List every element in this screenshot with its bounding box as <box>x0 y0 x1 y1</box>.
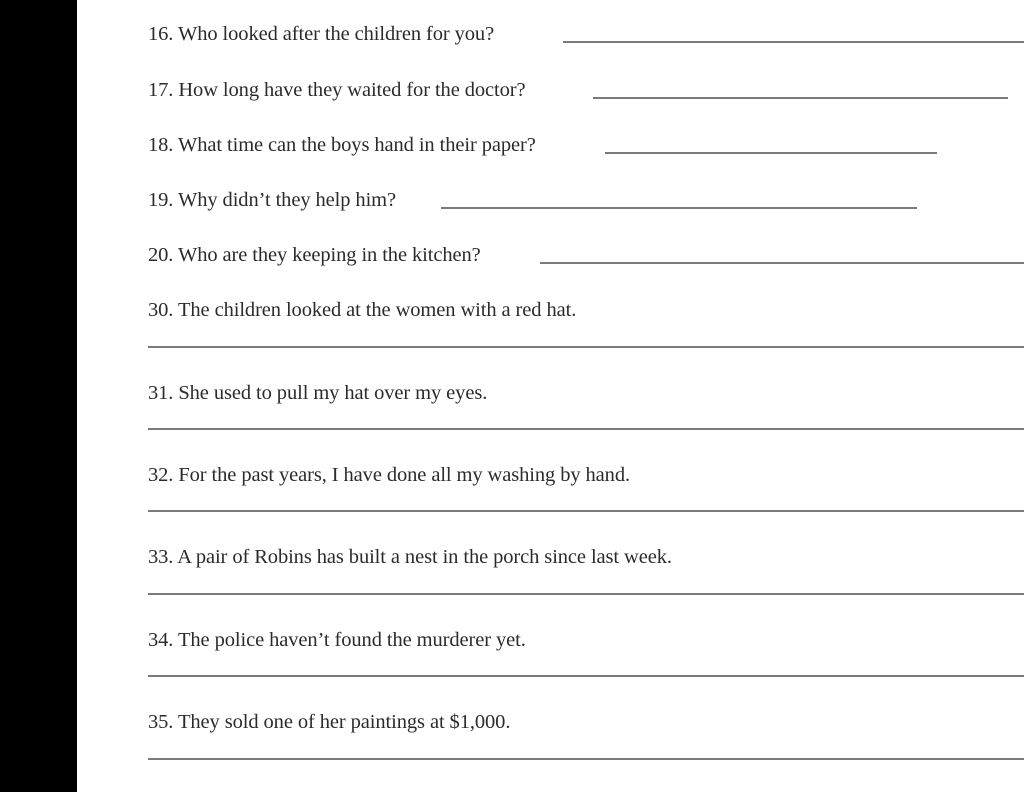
question-17 <box>148 78 525 102</box>
sentence-text: 33. A pair of Robins has built a nest in the porch since last week. <box>148 546 672 568</box>
question-20 <box>148 243 481 267</box>
sentence-30 <box>148 298 576 322</box>
answer-line-32[interactable] <box>148 510 1024 512</box>
question-text: 16. Who looked after the children for you? <box>148 23 495 45</box>
sentence-text: 31. She used to pull my hat over my eyes. <box>148 382 488 404</box>
answer-line-16[interactable] <box>563 41 1024 43</box>
sentence-31 <box>148 381 487 405</box>
answer-line-33[interactable] <box>148 593 1024 595</box>
answer-line-30[interactable] <box>148 346 1024 348</box>
answer-line-20[interactable] <box>540 262 1024 264</box>
answer-line-17[interactable] <box>593 97 1008 99</box>
sentence-33 <box>148 545 672 569</box>
sentence-text: 32. For the past years, I have done all my washing by hand. <box>148 464 631 486</box>
question-text: 17. How long have they waited for the doctor? <box>148 79 526 101</box>
answer-line-18[interactable] <box>605 152 937 154</box>
left-black-margin <box>0 0 77 792</box>
answer-line-35[interactable] <box>148 758 1024 760</box>
sentence-35 <box>148 710 510 734</box>
sentence-text: 35. They sold one of her paintings at $1,000. <box>148 711 511 733</box>
question-text: 18. What time can the boys hand in their paper? <box>148 134 536 156</box>
sentence-text: 34. The police haven’t found the murderer yet. <box>148 629 526 651</box>
answer-line-31[interactable] <box>148 428 1024 430</box>
sentence-text: 30. The children looked at the women with a red hat. <box>148 299 577 321</box>
question-text: 19. Why didn’t they help him? <box>148 189 397 211</box>
sentence-32 <box>148 463 630 487</box>
sentence-34 <box>148 628 526 652</box>
answer-line-19[interactable] <box>441 207 917 209</box>
question-19 <box>148 188 396 212</box>
question-text: 20. Who are they keeping in the kitchen? <box>148 244 481 266</box>
question-16 <box>148 22 494 46</box>
answer-line-34[interactable] <box>148 675 1024 677</box>
question-18 <box>148 133 536 157</box>
